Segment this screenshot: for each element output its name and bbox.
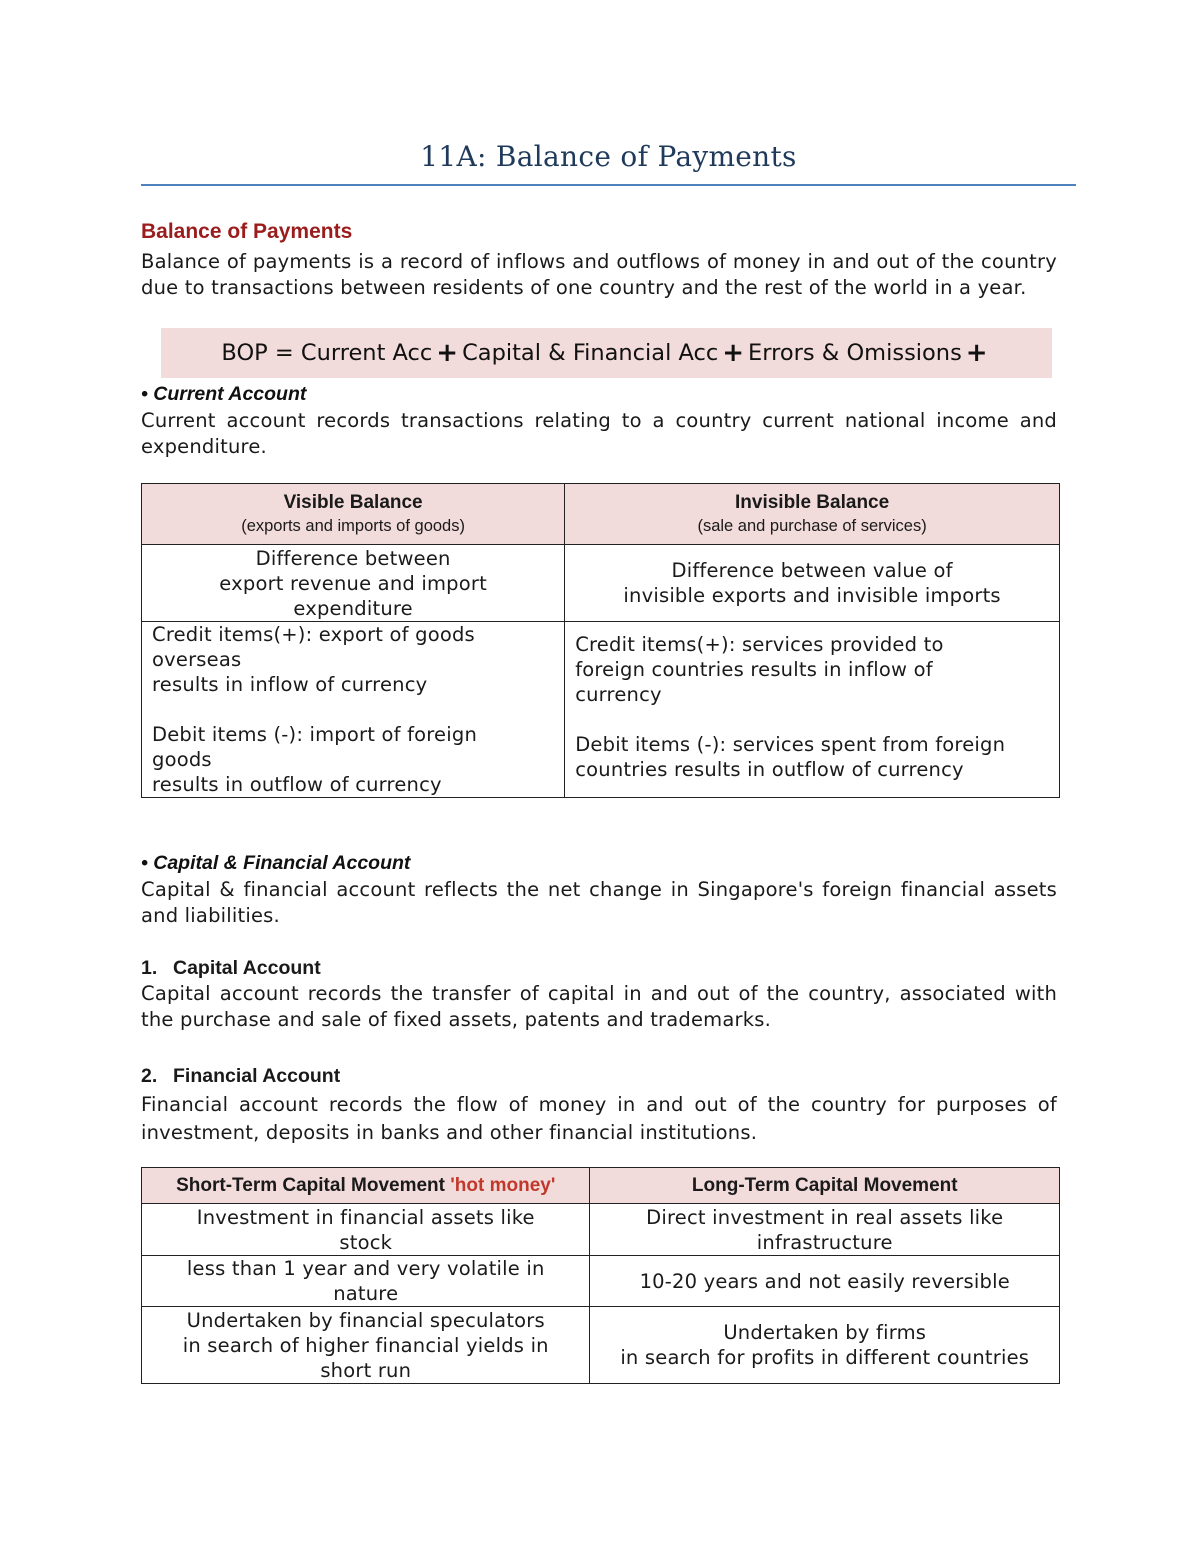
current-account-table	[141, 483, 1060, 798]
bop-definition: Balance of payments is a record of inflows and outflows of money in and out of the country due to transactions between residents of one country and the rest of the world in a year.	[141, 250, 1057, 299]
table-row	[142, 1256, 1060, 1307]
table-cell	[590, 1307, 1060, 1384]
table-cell	[142, 1307, 590, 1384]
invisible-balance-title: Invisible Balance	[735, 492, 890, 513]
capital-financial-definition: Capital & financial account reflects the net change in Singapore's foreign financial assets and liabilities.	[141, 878, 1057, 927]
cell-line: Undertaken by financial speculators	[186, 1308, 545, 1332]
table-header-row	[142, 1168, 1060, 1204]
table-cell: 10-20 years and not easily reversible	[590, 1256, 1060, 1307]
invisible-balance-subtitle: (sale and purchase of services)	[697, 517, 927, 535]
cell-line: export revenue and import	[219, 571, 487, 595]
cell-line: Undertaken by firms	[723, 1321, 927, 1344]
list-title: Financial Account	[173, 1065, 341, 1087]
capital-account-definition: Capital account records the transfer of capital in and out of the country, associated with the purchase and sale of fixed assets, patents and trademarks.	[141, 982, 1057, 1031]
table-cell: less than 1 year and very volatile in nature	[142, 1256, 590, 1307]
title-underline	[141, 184, 1076, 186]
debit-result-text: results in outflow of currency	[152, 773, 442, 796]
bop-heading: Balance of Payments	[141, 220, 353, 243]
debit-items-text: Debit items (-): services spent from foreign countries results in outflow of currency	[575, 733, 1006, 781]
visible-balance-header	[142, 484, 565, 545]
invisible-items-cell	[565, 622, 1060, 798]
financial-account-heading	[141, 1065, 340, 1088]
cell-line: invisible exports and invisible imports	[623, 584, 1001, 607]
cell-line: Difference between value of	[671, 559, 953, 582]
formula-part-errors: Errors & Omissions	[748, 340, 962, 366]
visible-balance-subtitle: (exports and imports of goods)	[241, 517, 465, 535]
current-account-definition: Current account records transactions relating to a country current national income and expenditure.	[141, 409, 1057, 458]
visible-items-cell	[142, 622, 565, 798]
page-title: 11A: Balance of Payments	[420, 140, 797, 173]
credit-items-text: Credit items(+): export of goods overseas	[152, 623, 475, 671]
formula-plus-1: +	[436, 338, 459, 368]
short-term-header	[142, 1168, 590, 1204]
short-term-title: Short-Term Capital Movement	[176, 1174, 451, 1196]
list-number: 1.	[141, 957, 158, 979]
debit-items-text: Debit items (-): import of foreign goods	[152, 723, 477, 771]
credit-result-text: results in inflow of currency	[152, 673, 428, 696]
cell-line: in search for profits in different countries	[620, 1346, 1030, 1369]
current-account-heading: • Current Account	[141, 383, 307, 405]
table-row	[142, 1307, 1060, 1384]
long-term-header: Long-Term Capital Movement	[590, 1168, 1060, 1204]
list-title: Capital Account	[173, 957, 321, 979]
formula-part-current: BOP = Current Acc	[221, 340, 433, 366]
formula-plus-2: +	[722, 338, 745, 368]
table-header-row	[142, 484, 1060, 545]
hot-money-label: 'hot money'	[450, 1174, 556, 1196]
table-row	[142, 545, 1060, 622]
formula-plus-3: +	[965, 338, 988, 368]
bop-formula	[161, 328, 1052, 378]
list-number: 2.	[141, 1065, 158, 1087]
table-row	[142, 1204, 1060, 1256]
invisible-difference-cell	[565, 545, 1060, 622]
table-cell: Direct investment in real assets like infrastructure	[590, 1204, 1060, 1256]
financial-account-definition: Financial account records the flow of money in and out of the country for purposes of investment, deposits in banks and other financial institutions.	[141, 1093, 1057, 1144]
visible-balance-title: Visible Balance	[283, 492, 423, 513]
visible-difference-cell	[142, 545, 565, 622]
capital-financial-heading: • Capital & Financial Account	[141, 852, 411, 874]
capital-movement-table	[141, 1167, 1060, 1384]
credit-items-text: Credit items(+): services provided to foreign countries results in inflow of currency	[575, 633, 944, 706]
formula-part-capital: Capital & Financial Acc	[462, 340, 719, 366]
table-row	[142, 622, 1060, 798]
cell-line: Difference between	[255, 546, 451, 570]
table-cell: Investment in financial assets like stock	[142, 1204, 590, 1256]
invisible-balance-header	[565, 484, 1060, 545]
cell-line: expenditure	[293, 596, 413, 620]
capital-account-heading	[141, 957, 321, 980]
cell-line: in search of higher financial yields in short run	[182, 1333, 549, 1382]
